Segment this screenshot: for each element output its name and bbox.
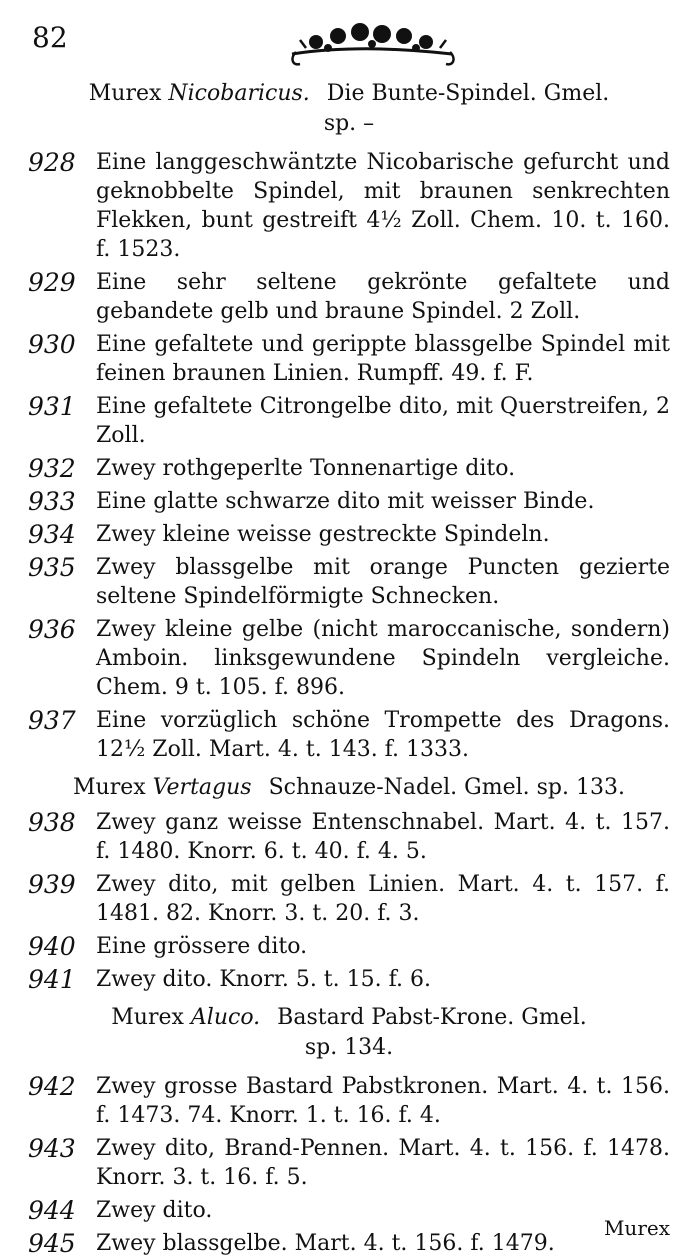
entry-number: 942 (28, 1072, 76, 1101)
entry-text: Eine grössere dito. (96, 934, 308, 959)
catalog-entry (28, 615, 670, 702)
catalog-entry (28, 268, 670, 326)
section-aluco (28, 1004, 670, 1258)
entry-number: 934 (28, 520, 76, 549)
catalog-entry (28, 870, 670, 928)
german-name: Schnauze-Nadel. Gmel. sp. 133. (268, 775, 625, 800)
section-heading (28, 80, 670, 108)
catalog-entry (28, 1072, 670, 1130)
entry-text: Zwey blassgelbe. Mart. 4. t. 156. f. 1479. (96, 1231, 555, 1256)
genus-name: Murex (111, 1005, 184, 1030)
entry-number: 941 (28, 965, 76, 994)
catalog-entry (28, 965, 670, 994)
floral-ornament-icon (282, 18, 464, 70)
entry-number: 936 (28, 615, 76, 644)
species-name: Aluco. (190, 1005, 261, 1030)
entry-number: 931 (28, 392, 76, 421)
entry-number: 937 (28, 706, 76, 735)
species-name: Vertagus (152, 775, 252, 800)
entry-text: Eine vorzüglich schöne Trompette des Dragons. 12½ Zoll. Mart. 4. t. 143. f. 1333. (96, 708, 670, 762)
entry-text: Zwey dito. Knorr. 5. t. 15. f. 6. (96, 967, 431, 992)
entry-text: Zwey ganz weisse Entenschnabel. Mart. 4. t. 157. f. 1480. Knorr. 6. t. 40. f. 4. 5. (96, 810, 670, 864)
entry-number: 932 (28, 454, 76, 483)
species-name: Nicobaricus. (168, 81, 310, 106)
entry-number: 939 (28, 870, 76, 899)
entry-number: 933 (28, 487, 76, 516)
entry-number: 943 (28, 1134, 76, 1163)
entry-text: Zwey dito, mit gelben Linien. Mart. 4. t. 157. f. 1481. 82. Knorr. 3. t. 20. f. 3. (96, 872, 670, 926)
catalog-entry (28, 1229, 670, 1258)
entry-number: 940 (28, 932, 76, 961)
german-name: Die Bunte-Spindel. Gmel. (326, 81, 610, 106)
catalog-entry (28, 392, 670, 450)
section-vertagus (28, 774, 670, 994)
entry-text: Eine langgeschwäntzte Nicobarische gefurcht und geknobbelte Spindel, mit braunen senkrechten Flekken, bunt gestreift 4½ Zoll. Chem. 10. t. 160. f. 1523. (96, 150, 670, 262)
german-name: Bastard Pabst-Krone. Gmel. (277, 1005, 587, 1030)
section-reference: sp. – (323, 111, 375, 136)
catalog-entry (28, 1134, 670, 1192)
entry-number: 935 (28, 553, 76, 582)
entry-number: 938 (28, 808, 76, 837)
entry-number: 930 (28, 330, 76, 359)
entry-text: Eine gefaltete und gerippte blassgelbe Spindel mit feinen braunen Linien. Rumpff. 49. f. F. (96, 332, 670, 386)
genus-name: Murex (73, 775, 146, 800)
entry-number: 929 (28, 268, 76, 297)
entry-text: Eine glatte schwarze dito mit weisser Binde. (96, 489, 595, 514)
entry-number: 928 (28, 148, 76, 177)
section-heading (28, 1004, 670, 1032)
entry-text: Zwey grosse Bastard Pabstkronen. Mart. 4. t. 156. f. 1473. 74. Knorr. 1. t. 16. f. 4. (96, 1074, 670, 1128)
catalog-entry (28, 454, 670, 483)
entry-text: Zwey dito. (96, 1198, 213, 1223)
catalog-entry (28, 932, 670, 961)
entry-text: Zwey blassgelbe mit orange Puncten gezierte seltene Spindelförmigte Schnecken. (96, 555, 670, 609)
entry-text: Zwey rothgeperlte Tonnenartige dito. (96, 456, 516, 481)
catalog-entry (28, 330, 670, 388)
catalog-entry (28, 553, 670, 611)
catalog-entry (28, 808, 670, 866)
section-heading (28, 774, 670, 802)
catalog-entry (28, 706, 670, 764)
genus-name: Murex (88, 81, 162, 106)
catalog-entry (28, 1196, 670, 1225)
entry-text: Eine sehr seltene gekrönte gefaltete und gebandete gelb und braune Spindel. 2 Zoll. (96, 270, 670, 324)
entry-number: 944 (28, 1196, 76, 1225)
entry-text: Eine gefaltete Citrongelbe dito, mit Querstreifen, 2 Zoll. (96, 394, 670, 448)
page-number: 82 (32, 21, 68, 54)
entry-text: Zwey dito, Brand-Pennen. Mart. 4. t. 156. f. 1478. Knorr. 3. t. 16. f. 5. (96, 1136, 670, 1190)
page-header (28, 18, 670, 70)
catchword: Murex (603, 1216, 670, 1240)
entry-text: Zwey kleine gelbe (nicht maroccanische, sondern) Amboin. linksgewundene Spindeln vergleiche. Chem. 9 t. 105. f. 896. (96, 617, 670, 700)
entry-text: Zwey kleine weisse gestreckte Spindeln. (96, 522, 550, 547)
catalog-entry (28, 520, 670, 549)
section-nicobaricus (28, 80, 670, 764)
catalog-entry (28, 148, 670, 264)
entry-number: 945 (28, 1229, 76, 1258)
catalog-entry (28, 487, 670, 516)
section-reference: sp. 134. (304, 1035, 394, 1060)
